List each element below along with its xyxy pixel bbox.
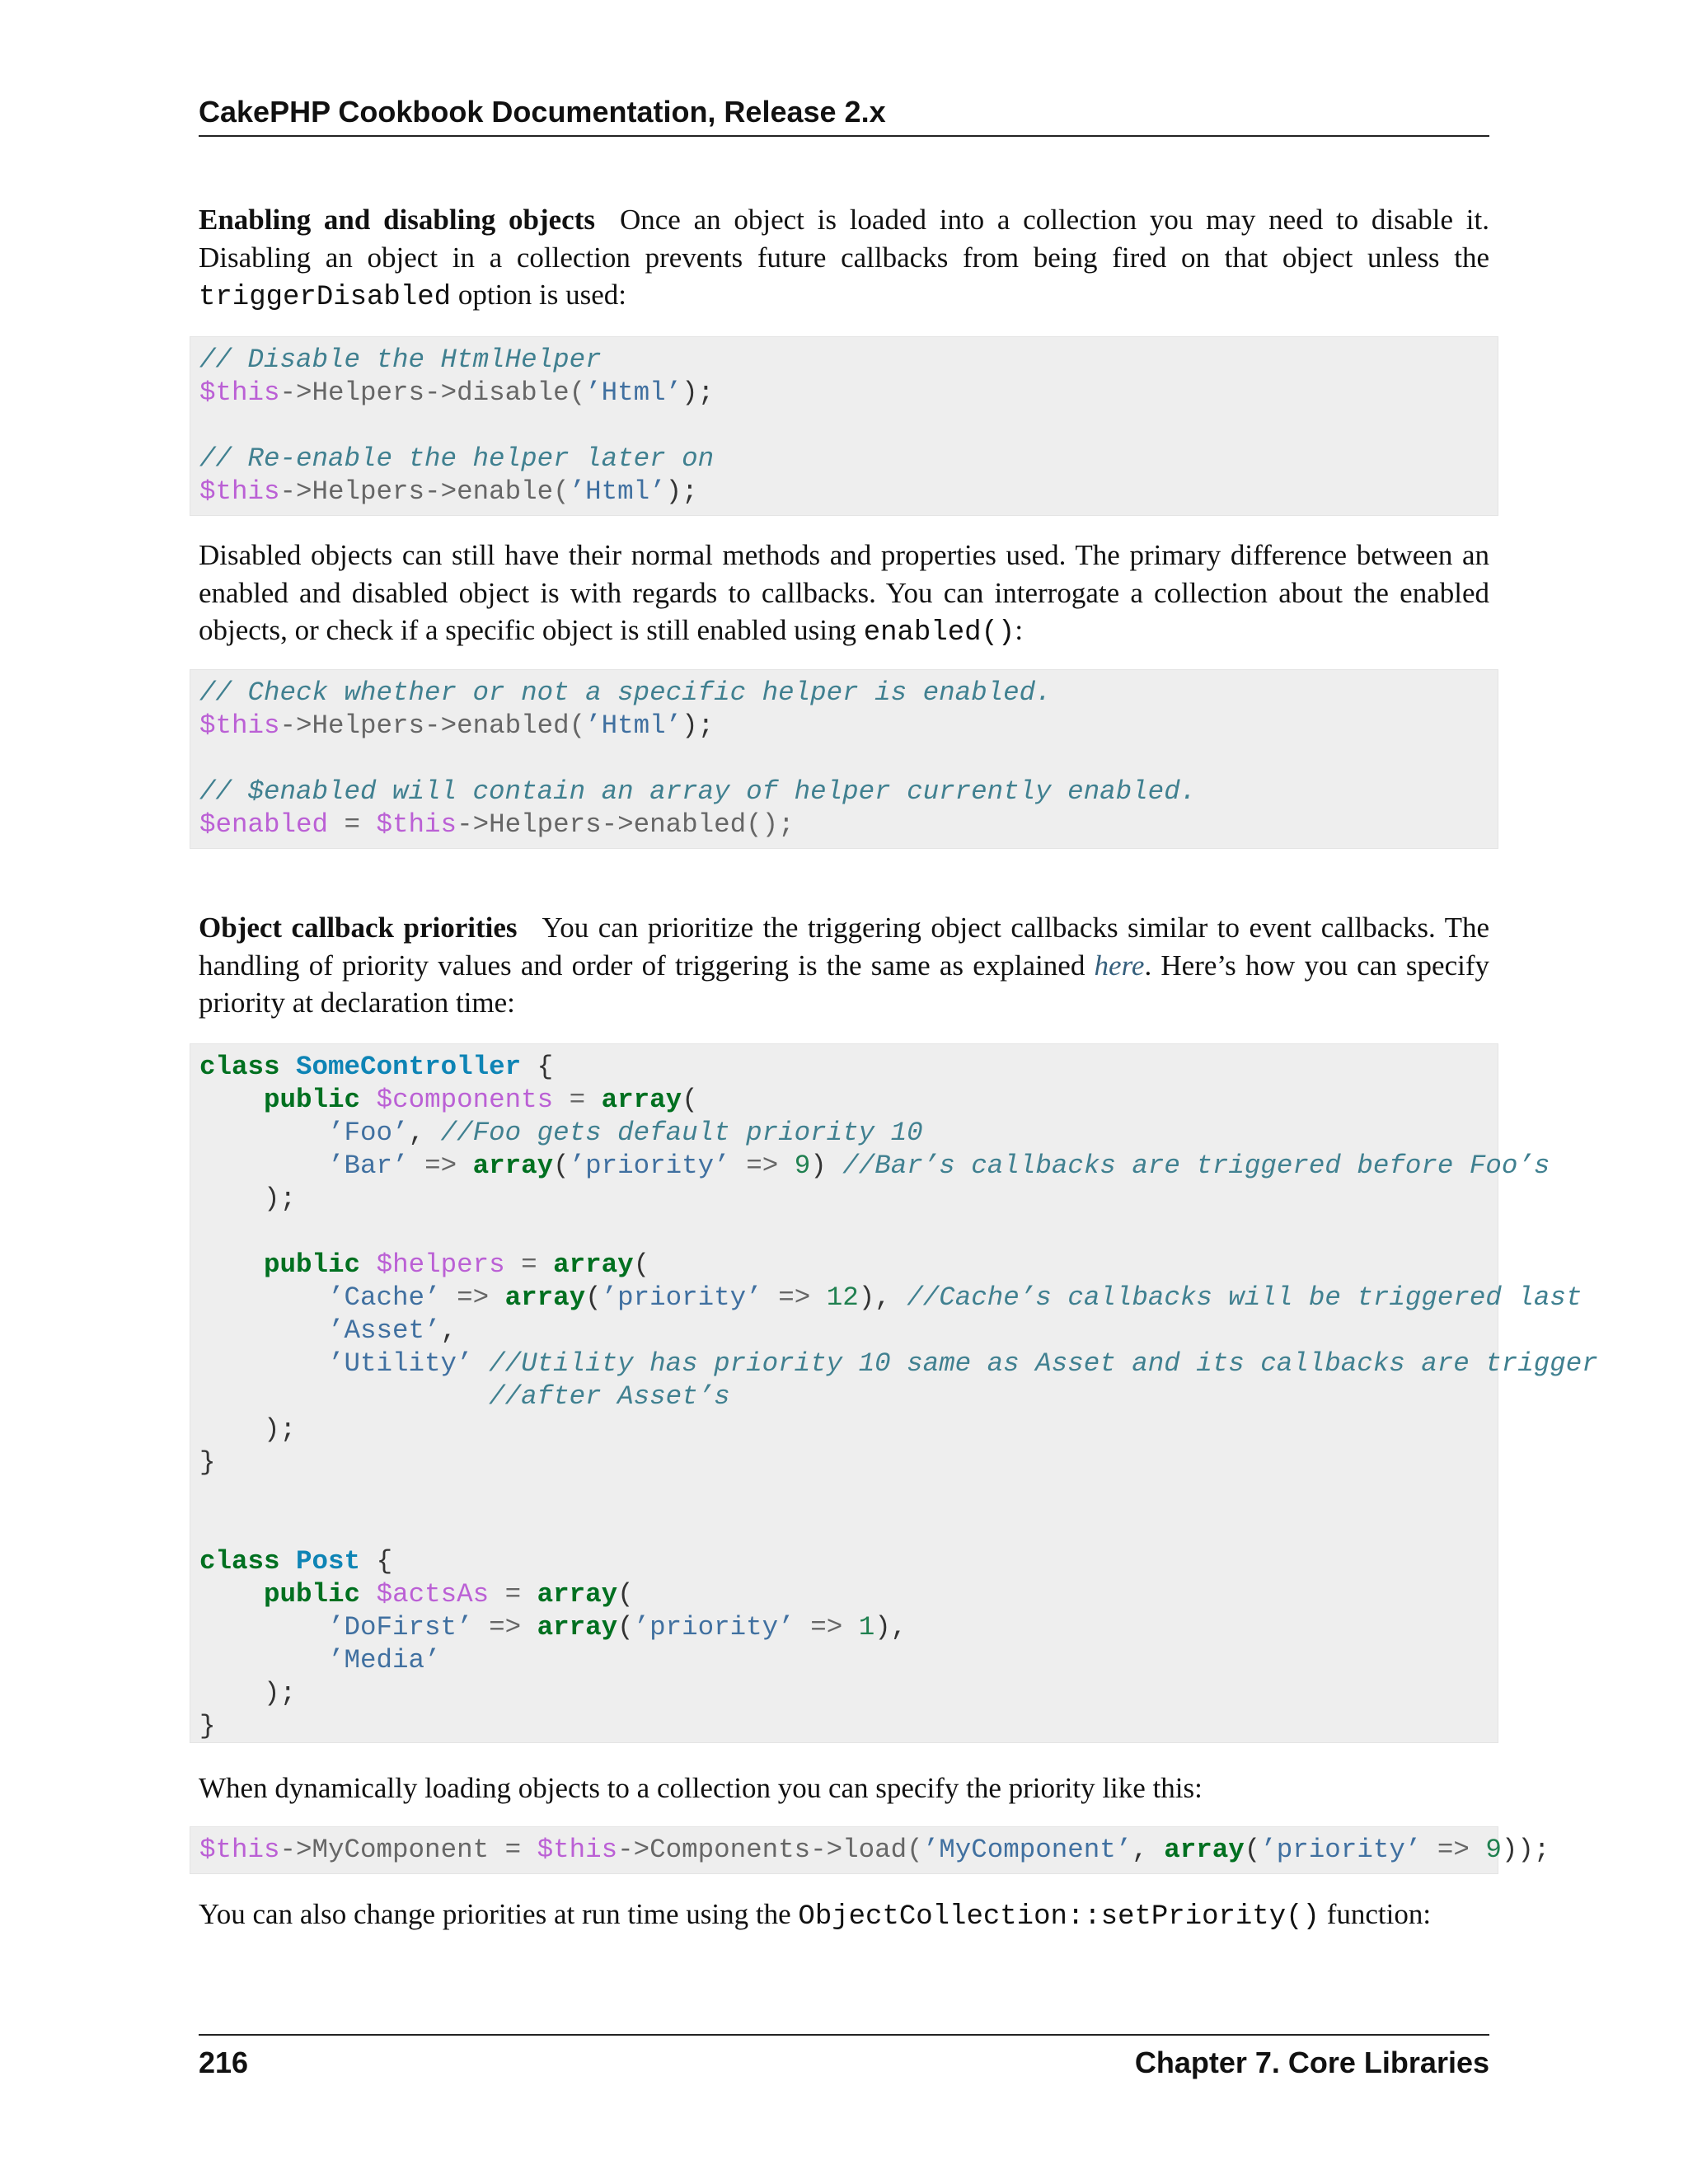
code-block-disable-enable [190,336,1498,516]
paragraph-text: You can prioritize the triggering object callbacks similar to event callbacks. The handling of priority values and order of triggering is the same as explained [199,912,1489,982]
inline-code-set-priority: ObjectCollection::setPriority() [798,1901,1320,1933]
paragraph-enabling-disabling [199,201,1489,317]
code-punct: )); [1501,1835,1550,1865]
code-variable: $helpers [376,1249,505,1280]
paragraph-text: : [1015,614,1024,646]
paragraph-dynamic-loading: When dynamically loading objects to a collection you can specify the priority like this: [199,1772,1203,1804]
code-operator: => [1421,1835,1486,1865]
code-variable: $this [199,710,280,741]
code-string: ’Html’ [585,377,682,408]
chapter-title: Chapter 7. Core Libraries [1134,2046,1489,2079]
code-comment: //Foo gets default priority 10 [440,1118,923,1148]
paragraph-callback-priorities [199,909,1489,1022]
code-variable: $actsAs [376,1579,490,1610]
code-keyword: array [553,1249,634,1280]
section-heading-enabling: Enabling and disabling objects [199,204,595,236]
code-comment: //Cache’s callbacks will be triggered last [907,1282,1582,1313]
code-string: ’Html’ [569,476,666,507]
paragraph-text: You can also change priorities at run time using the [199,1898,791,1930]
code-string: ’Utility’ [328,1348,473,1379]
code-string: ’Html’ [585,710,682,741]
code-class-name: Post [296,1546,361,1577]
code-call: ->Components->load( [617,1835,923,1865]
code-keyword: array [537,1612,618,1643]
code-keyword: array [1164,1835,1245,1865]
code-block-load-priority: $this->MyComponent = $this->Components->load(’MyComponent’, array(’priority’ => 9)); [190,1826,1498,1874]
code-variable: $enabled [199,809,329,840]
code-string: ’priority’ [569,1151,730,1181]
code-call: ->Helpers->enabled(); [457,809,795,840]
code-comment: //after Asset’s [489,1381,730,1412]
code-keyword: public [264,1579,361,1610]
code-number: 9 [1485,1835,1502,1865]
code-keyword: array [537,1579,618,1610]
code-number: 1 [858,1612,875,1643]
paragraph-text: option is used: [457,279,626,311]
inline-code-trigger-disabled: triggerDisabled [199,282,452,313]
code-keyword: array [504,1282,586,1313]
code-string: ’Cache’ [328,1282,441,1313]
paragraph-text: . Here’s how you can specify priority at declaration time: [199,949,1490,1019]
code-variable: $this [199,1835,280,1865]
code-string: ’MyComponent’ [922,1835,1132,1865]
code-punct: ); [682,710,715,741]
code-class-name: SomeController [296,1052,522,1082]
inline-code-enabled: enabled() [863,617,1015,649]
code-variable: $this [376,809,457,840]
code-keyword: array [601,1085,682,1115]
code-string: ’Asset’ [328,1315,441,1346]
code-keyword: class [199,1052,280,1082]
code-block-priorities: class SomeController { public $components = array( ’Foo’, //Foo gets default priority 10 ’Bar’ => array(’priority’ => 9) //Bar’s callbacks are triggered before Foo’s ); public $helpers = array( ’Cache’ => array(’priority’ => 12), //Cache’s callbacks will be triggered last ’Asset’, ’Utility’ //Utility has priority 10 same as Asset and its callbacks are trigger //after Asset’s ); } class Post { public $actsAs = array( ’DoFirst’ => array(’priority’ => 1), ’Media’ ); } [190,1043,1498,1743]
code-keyword: array [472,1151,554,1181]
code-block-enabled-check [190,669,1498,849]
link-here[interactable]: here [1094,949,1145,982]
code-string: ’Media’ [328,1645,441,1675]
code-keyword: public [264,1085,361,1115]
code-string: ’priority’ [601,1282,762,1313]
code-variable: $this [199,476,280,507]
code-comment: // Disable the HtmlHelper [199,344,602,375]
code-keyword: class [199,1546,280,1577]
code-punct: ); [682,377,715,408]
paragraph-text: function: [1326,1898,1432,1930]
section-heading-priorities: Object callback priorities [199,912,518,944]
paragraph-disabled-objects [199,537,1489,653]
code-comment: //Bar’s callbacks are triggered before Foo’s [842,1151,1550,1181]
code-string: ’priority’ [1260,1835,1422,1865]
code-variable: $components [376,1085,554,1115]
code-keyword: public [264,1249,361,1280]
code-string: ’DoFirst’ [328,1612,473,1643]
code-string: ’Bar’ [328,1151,409,1181]
code-comment: // $enabled will contain an array of helper currently enabled. [199,776,1197,807]
code-comment: // Re-enable the helper later on [199,443,715,474]
code-punct: , [1132,1835,1165,1865]
code-number: 9 [794,1151,811,1181]
running-header: CakePHP Cookbook Documentation, Release 2.x [199,92,1489,137]
code-comment: // Check whether or not a specific helper is enabled. [199,677,1052,708]
paragraph-text: Disabled objects can still have their normal methods and properties used. The primary difference between an enabled and disabled object is with regards to callbacks. You can interrogate a collection about the enabled objects, or check if a specific object is still enabled using [199,539,1489,646]
code-punct: ); [665,476,698,507]
paragraph-text: Once an object is loaded into a collection you may need to disable it. Disabling an object in a collection prevents future callbacks from being fired on that object unless the [199,204,1489,274]
code-call: ->MyComponent = [279,1835,537,1865]
page-number: 216 [199,2046,249,2079]
code-string: ’Foo’ [328,1118,409,1148]
code-operator: = [328,809,377,840]
code-call: ->Helpers->enabled( [279,710,586,741]
code-variable: $this [199,377,280,408]
code-number: 12 [826,1282,859,1313]
code-call: ->Helpers->enable( [279,476,570,507]
code-comment: //Utility has priority 10 same as Asset and its callbacks are trigger [489,1348,1598,1379]
code-variable: $this [537,1835,618,1865]
paragraph-set-priority [199,1896,1489,1937]
code-string: ’priority’ [633,1612,795,1643]
code-call: ->Helpers->disable( [279,377,586,408]
footer-divider [199,2034,1489,2036]
